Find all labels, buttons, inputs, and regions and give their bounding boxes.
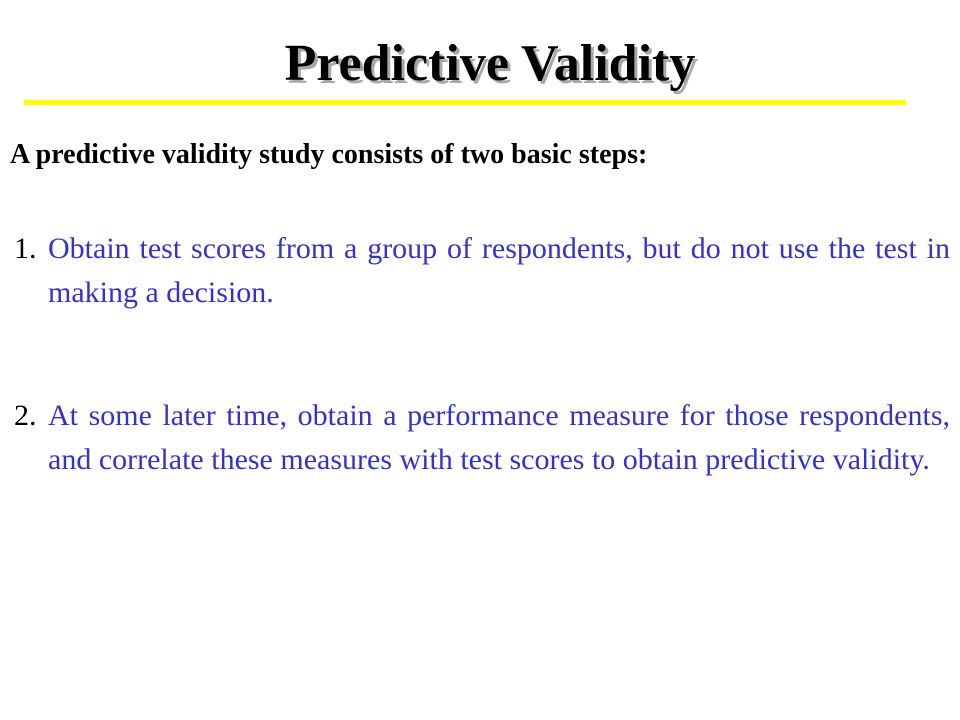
slide-title: Predictive Validity — [284, 35, 696, 92]
title-underline — [24, 100, 906, 105]
intro-text: A predictive validity study consists of two basic steps: — [10, 139, 648, 170]
step-2-number: 2. — [14, 399, 37, 432]
step-1 — [14, 227, 950, 315]
step-2 — [14, 394, 950, 482]
step-2-text: At some later time, obtain a performance measure for those respondents, and correlate these measures with test scores to obtain predictive validity. — [48, 399, 950, 476]
step-1-text: Obtain test scores from a group of respondents, but do not use the test in making a decision. — [48, 232, 950, 309]
step-1-number: 1. — [14, 232, 37, 265]
